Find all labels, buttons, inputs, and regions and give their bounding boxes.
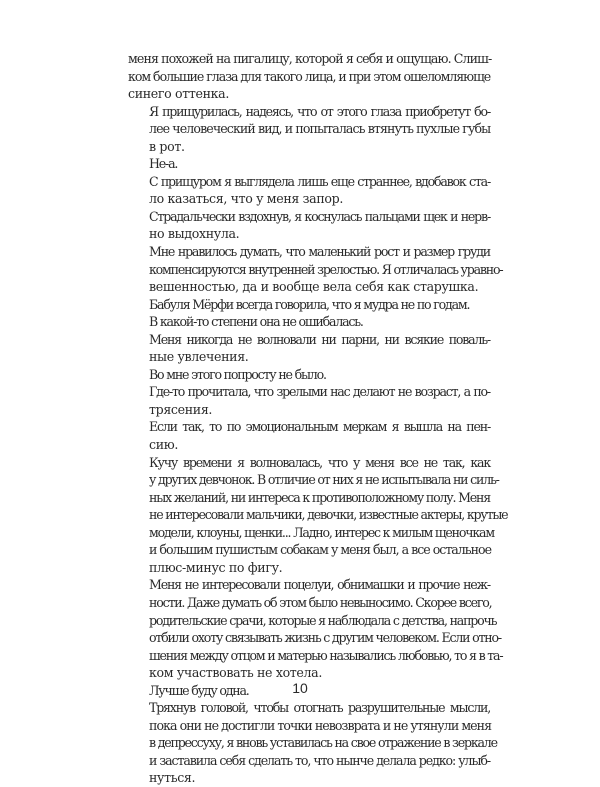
- text-line: в депрессуху, я вновь уставилась на свое отражение в зеркале: [149, 735, 497, 751]
- paragraph: [128, 699, 497, 787]
- text-line: Во мне этого попросту не было.: [149, 366, 326, 382]
- text-line: Бабуля Мёрфи всегда говорила, что я мудра не по годам.: [149, 296, 470, 312]
- text-line: и заставила себя сделать то, что нынче делала редко: улыб-: [149, 752, 490, 768]
- text-line: лее человеческий вид, и попыталась втянуть пухлые губы: [149, 121, 491, 137]
- text-line: но выдохнула.: [149, 226, 240, 242]
- page-number: 10: [292, 680, 308, 696]
- paragraph: [128, 418, 490, 453]
- text-line: Я прищурилась, надеясь, что от этого глаза приобретут бо-: [149, 103, 490, 119]
- text-line: Мне нравилось думать, что маленький рост и размер груди: [149, 244, 490, 260]
- text-line: ности. Даже думать об этом было невыносимо. Скорее всего,: [149, 594, 492, 610]
- text-line: ных желаний, ни интереса к противоположному полу. Меня: [149, 489, 490, 505]
- text-line: Меня никогда не волновали ни парни, ни всякие поваль-: [149, 331, 490, 347]
- text-line: меня похожей на пигалицу, которой я себя и ощущаю. Слиш-: [128, 51, 492, 66]
- text-line: плюс-минус по фигу.: [149, 559, 283, 575]
- text-line: Кучу времени я волновалась, что у меня все не так, как: [149, 454, 490, 470]
- text-line: сию.: [149, 437, 179, 453]
- text-line: ком участвовать не хотела.: [149, 665, 322, 681]
- text-line: и большим пушистым собакам у меня был, а все остальное: [149, 542, 492, 558]
- text-line: Тряхнув головой, чтобы отогнать разрушительные мысли,: [149, 700, 490, 716]
- paragraph: [128, 454, 508, 577]
- paragraph: [128, 313, 490, 331]
- text-line: ные увлечения.: [149, 349, 249, 365]
- text-line: Где-то прочитала, что зрелыми нас делают не возраст, а по-: [149, 384, 490, 400]
- text-line: Если так, то по эмоциональным меркам я вышла на пен-: [149, 419, 490, 435]
- text-line: не интересовали мальчики, девочки, известные актеры, крутые: [149, 507, 508, 523]
- paragraph: [128, 296, 490, 314]
- paragraph: [128, 243, 503, 296]
- text-line: Лучше буду одна.: [149, 682, 249, 698]
- paragraph: [128, 366, 490, 384]
- text-line: синего оттенка.: [128, 86, 229, 102]
- text-line: ло казаться, что у меня запор.: [149, 191, 343, 207]
- paragraph: [128, 331, 490, 366]
- text-line: В какой-то степени она не ошибалась.: [149, 314, 363, 330]
- text-line: ком большие глаза для такого лица, и при этом ошеломляюще: [128, 68, 491, 84]
- text-line: трясения.: [149, 401, 213, 417]
- text-line: вешенностью, да и вообще вела себя как старушка.: [149, 279, 479, 295]
- text-line: С прищуром я выглядела лишь еще страннее, вдобавок ста-: [149, 173, 490, 189]
- page-body-text: [128, 50, 508, 787]
- paragraph: [128, 576, 503, 681]
- paragraph: [128, 50, 490, 103]
- text-line: шения между отцом и матерью назывались любовью, то я в та-: [149, 647, 503, 663]
- text-line: компенсируются внутренней зрелостью. Я отличалась уравно-: [149, 261, 503, 277]
- text-line: родительские срачи, которые я наблюдала с детства, напрочь: [149, 612, 497, 628]
- paragraph: [128, 173, 490, 208]
- text-line: у других девчонок. В отличие от них я не испытывала ни силь-: [149, 472, 499, 488]
- paragraph: [128, 155, 490, 173]
- text-line: Меня не интересовали поцелуи, обнимашки и прочие неж-: [149, 577, 490, 593]
- text-line: нуться.: [149, 770, 196, 786]
- paragraph: [128, 383, 490, 418]
- text-line: пока они не достигли точки невозврата и не утянули меня: [149, 717, 492, 733]
- paragraph: [128, 103, 490, 156]
- paragraph: [128, 208, 490, 243]
- text-line: Не-а.: [149, 156, 178, 172]
- text-line: в рот.: [149, 138, 185, 154]
- text-line: отбили охоту связывать жизнь с другим человеком. Если отно-: [149, 630, 501, 646]
- text-line: модели, клоуны, щенки... Ладно, интерес к милым щеночкам: [149, 524, 494, 540]
- text-line: Страдальчески вздохнув, я коснулась пальцами щек и нерв-: [149, 208, 490, 224]
